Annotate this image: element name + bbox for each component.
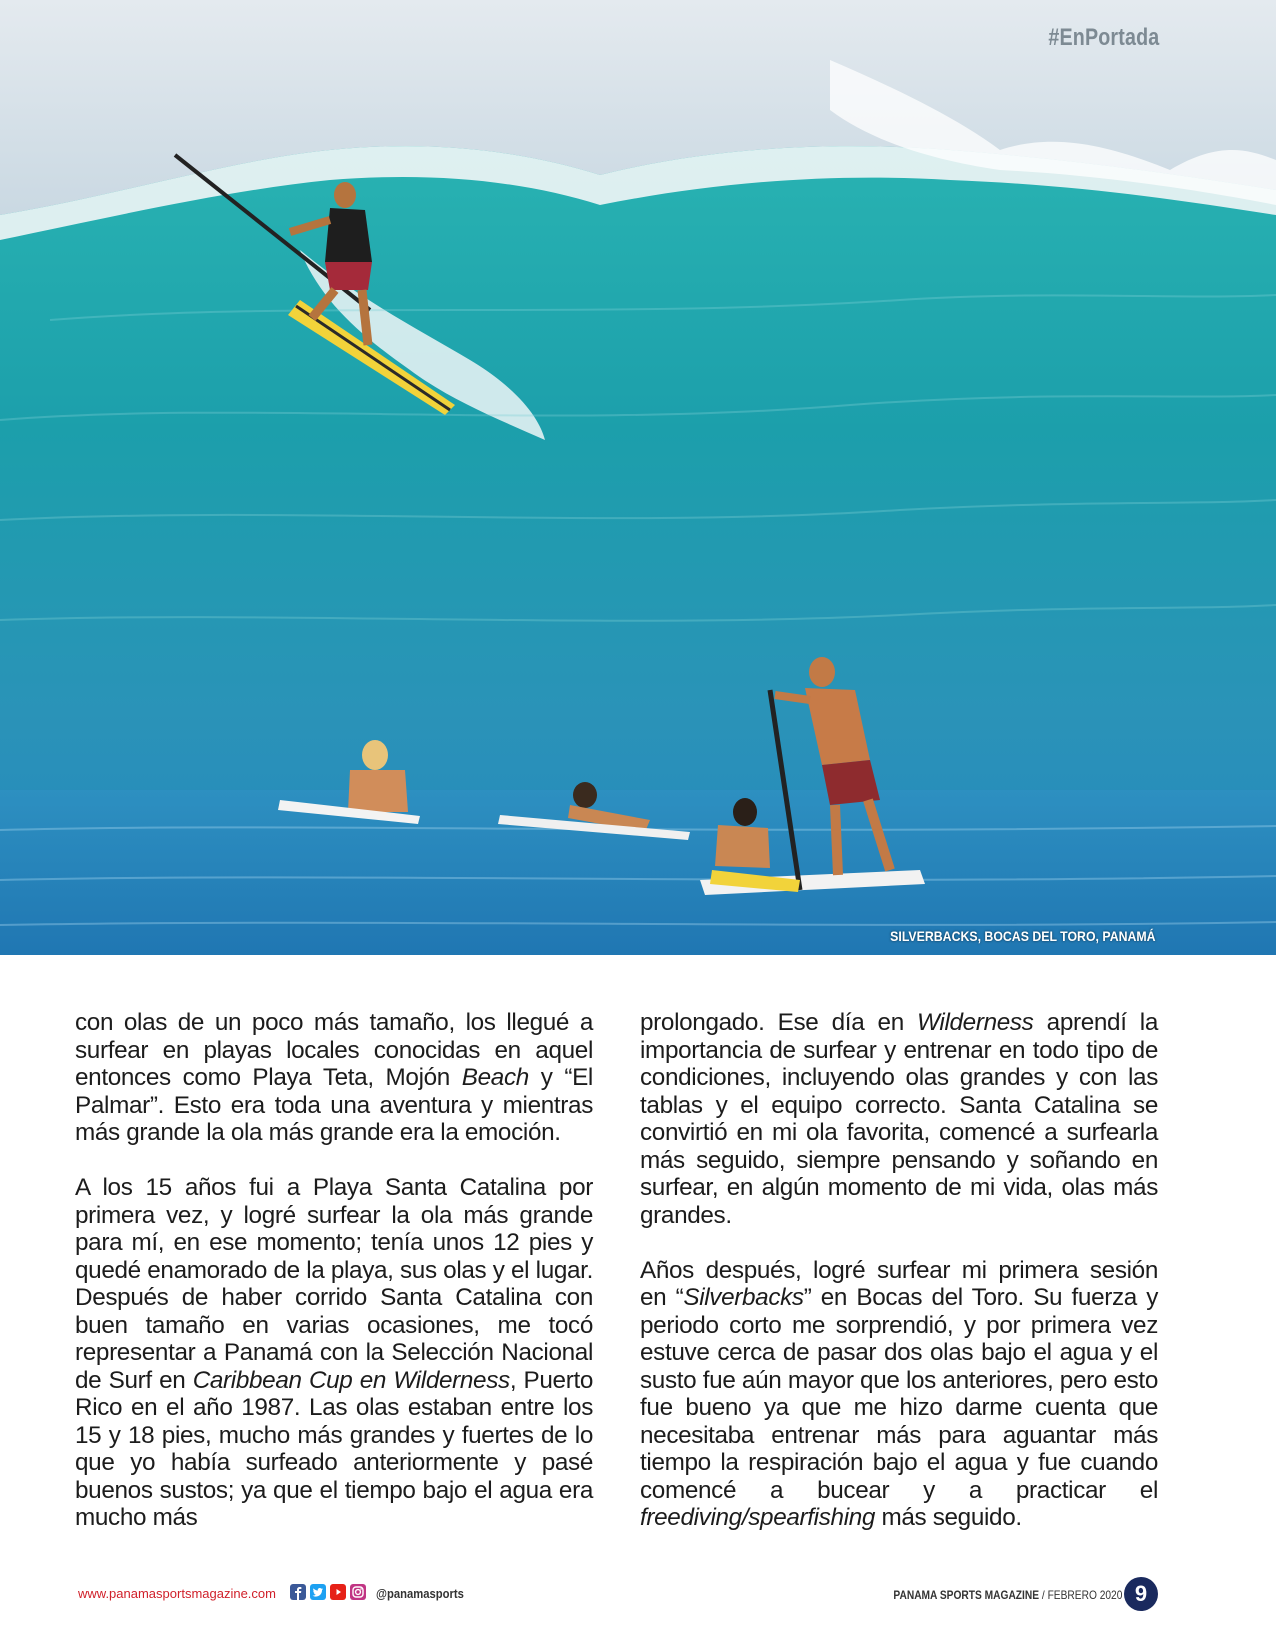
- paragraph: A los 15 años fui a Playa Santa Catalina por primera vez, y logré surfear la ola más grande para mí, en ese momento; tenía unos 12 pies y quedé enamorado de la playa, sus olas y el lugar. Después de haber corrido Santa Catalina con buen tamaño en varias ocasiones, me tocó representar a Panamá con la Selección Nacional de Surf en Caribbean Cup en Wilderness, Puerto Rico en el año 1987. Las olas estaban entre los 15 y 18 pies, mucho más grandes y fuertes de lo que yo había surfeado anteriormente y pasé buenos sustos; ya que el tiempo bajo el agua era mucho más: [75, 1174, 594, 1531]
- paragraph: prolongado. Ese día en Wilderness aprendí la importancia de surfear y entrenar en todo tipo de condiciones, incluyendo olas grandes y con las tablas y el equipo correcto. Santa Catalina se convirtió en mi ola favorita, comencé a surfearla más seguido, siempre pensando y soñando en surfear, en algún momento de mi vida, olas más grandes.: [640, 1009, 1158, 1229]
- magazine-name: PANAMA SPORTS MAGAZINE: [893, 1588, 1039, 1602]
- website-link[interactable]: www.panamasportsmagazine.com: [78, 1586, 276, 1601]
- page-footer: [0, 1574, 1276, 1614]
- issue-date: FEBRERO 2020: [1047, 1588, 1122, 1602]
- twitter-icon[interactable]: [310, 1584, 326, 1600]
- page-number-badge: 9: [1124, 1577, 1158, 1611]
- article-column-right: [640, 1009, 1158, 1559]
- social-handle[interactable]: @panamasports: [376, 1587, 464, 1601]
- paragraph: Años después, logré surfear mi primera sesión en “Silverbacks” en Bocas del Toro. Su fuerza y periodo corto me sorprendió, y por primera vez estuve cerca de pasar dos olas bajo el agua y el susto fue aún mayor que los anteriores, pero esto fue bueno ya que me hizo darme cuenta que necesitaba entrenar más para aguantar más tiempo la respiración bajo el agua y fue cuando comencé a bucear y a practicar el freediving/spearfishing más seguido.: [640, 1256, 1159, 1531]
- facebook-icon[interactable]: [290, 1584, 306, 1600]
- youtube-icon[interactable]: [330, 1584, 346, 1600]
- magazine-credit: [893, 1588, 1122, 1602]
- photo-caption: SILVERBACKS, BOCAS DEL TORO, PANAMÁ: [890, 928, 1156, 944]
- social-icons: [290, 1584, 366, 1600]
- section-tag: #EnPortada: [1047, 24, 1159, 51]
- instagram-icon[interactable]: [350, 1584, 366, 1600]
- paragraph: con olas de un poco más tamaño, los llegué a surfear en playas locales conocidas en aquel entonces como Playa Teta, Mojón Beach y “El Palmar”. Esto era toda una aventura y mientras más grande la ola más grande era la emoción.: [75, 1009, 593, 1146]
- credit-separator: /: [1038, 1588, 1048, 1602]
- article-column-left: [75, 1009, 593, 1559]
